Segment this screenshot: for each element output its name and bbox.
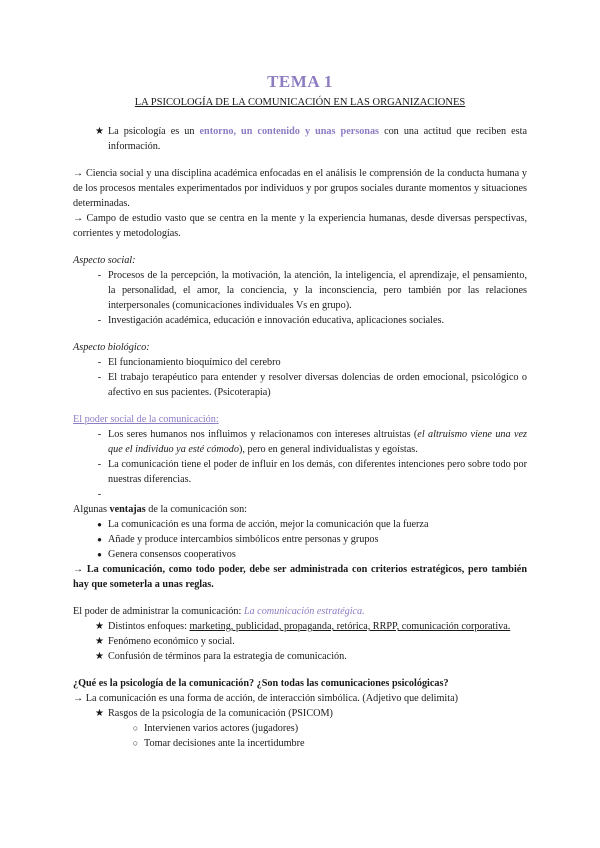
list-item-text: El funcionamiento bioquímico del cerebro	[108, 357, 281, 368]
estrategica-pre: El poder de administrar la comunicación:	[73, 606, 244, 617]
pregunta-heading: ¿Qué es la psicología de la comunicación? ¿Son todas las comunicaciones psicológicas?	[73, 678, 449, 689]
document-content	[73, 72, 527, 751]
dash-bullet: -	[97, 489, 102, 500]
list-item-text: Fenómeno económico y social.	[108, 636, 235, 647]
list-item-text	[108, 619, 527, 634]
list-item	[73, 487, 527, 502]
text-pre: Los seres humanos nos influimos y relacionamos con intereses altruistas (	[108, 429, 418, 440]
aspecto-social-heading: Aspecto social:	[73, 255, 136, 266]
list-item	[73, 457, 527, 487]
star-bullet-icon: ★	[95, 708, 104, 719]
text-pre: Distintos enfoques:	[108, 621, 190, 632]
sub-list-item	[73, 736, 527, 751]
text-italic: el altruismo viene una vez que el individuo ya esté cómodo	[108, 429, 527, 455]
list-item-text: La comunicación es una forma de acción, mejor la comunicación que la fuerza	[108, 519, 429, 530]
star-bullet-icon: ★	[95, 651, 104, 662]
dash-bullet: -	[97, 315, 102, 326]
list-item-text	[108, 427, 527, 457]
list-item-text: El trabajo terapéutico para entender y resolver diversas dolencias de orden emocional, psicológico o afectivo en sus pacientes. (Psicoterapia)	[108, 372, 527, 398]
arrow-paragraph-2: → Campo de estudio vasto que se centra en la mente y la experiencia humanas, desde diversas perspectivas, corrientes y metodologías.	[73, 213, 527, 239]
list-item	[73, 649, 527, 664]
estrategica-heading	[73, 604, 527, 619]
text-underlined: marketing, publicidad, propaganda, retórica, RRPP, comunicación corporativa.	[189, 621, 511, 632]
star-bullet-icon: ★	[95, 621, 104, 632]
list-item	[73, 547, 527, 562]
pregunta-arrow: → La comunicación es una forma de acción, de interacción simbólica. (Adjetivo que delimita)	[73, 693, 459, 704]
text-post: ), pero en general individualistas y egoístas.	[239, 444, 418, 455]
list-item-text: Intervienen varios actores (jugadores)	[144, 723, 299, 734]
dash-bullet: -	[97, 270, 102, 281]
intro-pre: La psicología es un	[108, 126, 200, 137]
dot-bullet-icon: ●	[97, 520, 102, 529]
document-subtitle: LA PSICOLOGÍA DE LA COMUNICACIÓN EN LAS ORGANIZACIONES	[134, 97, 466, 108]
intro-item	[73, 124, 527, 154]
list-item-text: La comunicación tiene el poder de influir en los demás, con diferentes intenciones pero sobre todo por nuestras diferencias.	[108, 459, 527, 485]
intro-text	[108, 124, 527, 154]
list-item	[73, 619, 527, 634]
list-item-text: Tomar decisiones ante la incertidumbre	[144, 738, 305, 749]
list-item	[73, 355, 527, 370]
intro-post: con una actitud que reciben esta información.	[108, 126, 527, 152]
dash-bullet: -	[97, 429, 102, 440]
dot-bullet-icon: ●	[97, 550, 102, 559]
list-item	[73, 427, 527, 457]
list-item-text: Añade y produce intercambios simbólicos entre personas y grupos	[108, 534, 379, 545]
list-item-text: Investigación académica, educación e innovación educativa, aplicaciones sociales.	[108, 315, 445, 326]
estrategica-link: La comunicación estratégica.	[243, 606, 365, 617]
list-item-text: Confusión de términos para la estrategia de comunicación.	[108, 651, 347, 662]
star-bullet-icon: ★	[95, 636, 104, 647]
list-item	[73, 370, 527, 400]
list-item	[73, 517, 527, 532]
dash-bullet: -	[97, 459, 102, 470]
ventajas-post: de la comunicación son:	[145, 504, 248, 515]
star-bullet-icon: ★	[95, 126, 104, 137]
list-item	[73, 313, 527, 328]
circle-bullet-icon: ○	[132, 738, 139, 748]
list-item-text: Procesos de la percepción, la motivación, la atención, la inteligencia, el aprendizaje, el pensamiento, la personalidad, el amor, la conciencia, y la inconsciencia, pero también por las relaciones interpersonales (comunicaciones individuales Vs en grupo).	[108, 270, 527, 311]
list-item	[73, 634, 527, 649]
list-item	[73, 268, 527, 313]
conclusion-paragraph: → La comunicación, como todo poder, debe ser administrada con criterios estratégicos, pero también hay que someterla a unas reglas.	[73, 564, 527, 590]
poder-social-heading: El poder social de la comunicación:	[73, 414, 219, 425]
arrow-paragraph-1: → Ciencia social y una disciplina académica enfocadas en el análisis le comprensión de la conducta humana y de los procesos mentales experimentados por individuos y por grupos sociales durante momentos y situaciones determinadas.	[73, 168, 527, 209]
ventajas-intro	[73, 502, 527, 517]
intro-highlight: entorno, un contenido y unas personas	[199, 126, 380, 137]
dash-bullet: -	[97, 372, 102, 383]
list-item	[73, 706, 527, 721]
dot-bullet-icon: ●	[97, 535, 102, 544]
ventajas-pre: Algunas	[73, 504, 110, 515]
list-item-text: Rasgos de la psicología de la comunicación (PSICOM)	[108, 708, 333, 719]
ventajas-bold: ventajas	[109, 504, 146, 515]
circle-bullet-icon: ○	[132, 723, 139, 733]
aspecto-biologico-heading: Aspecto biológico:	[73, 342, 150, 353]
dash-bullet: -	[97, 357, 102, 368]
document-title: TEMA 1	[267, 72, 333, 91]
sub-list-item	[73, 721, 527, 736]
list-item	[73, 532, 527, 547]
list-item-text: Genera consensos cooperativos	[108, 549, 236, 560]
